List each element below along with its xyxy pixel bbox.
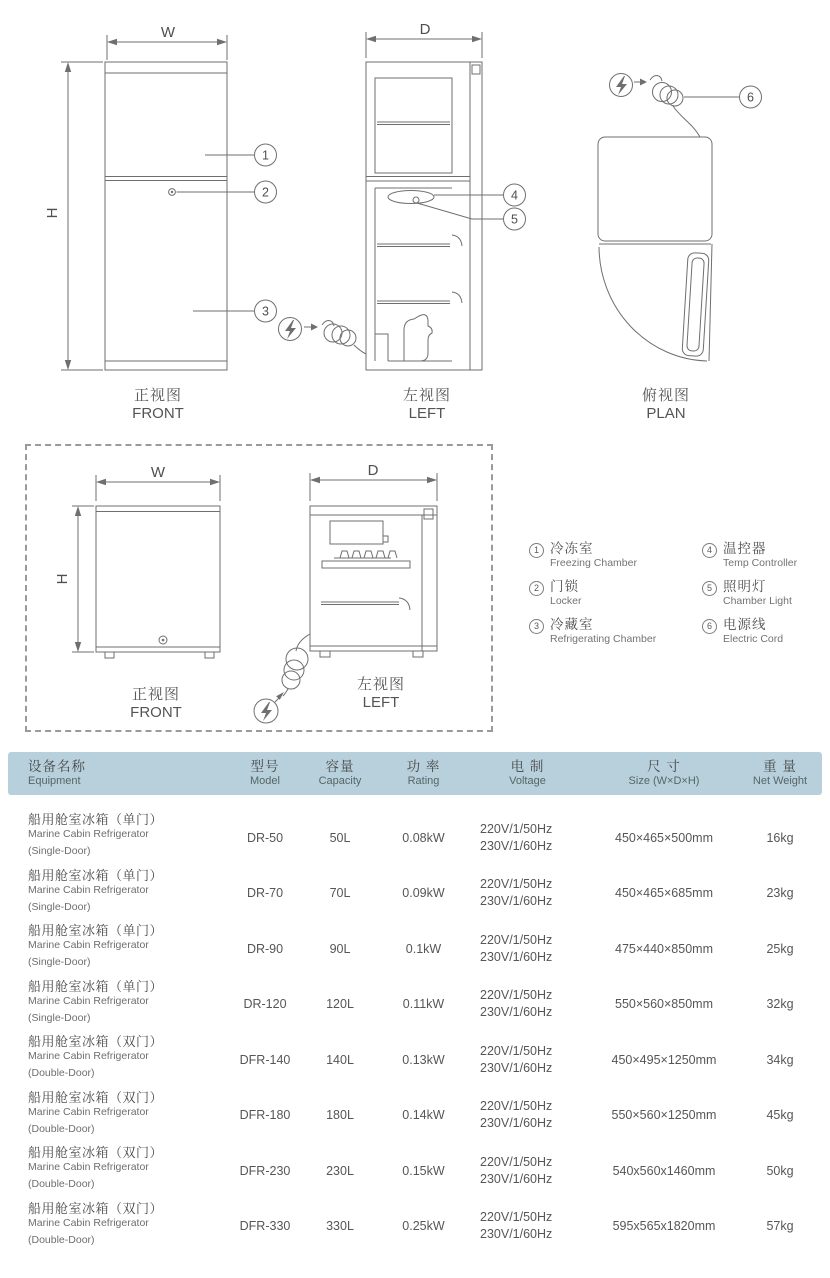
legend-label-cn: 温控器 — [723, 541, 767, 556]
table-row — [8, 1143, 822, 1198]
cell-size: 550×560×850mm — [615, 997, 713, 1011]
cell-equipment — [8, 1143, 232, 1190]
left-view — [366, 32, 482, 370]
plan-view — [598, 74, 762, 362]
cell-size: 450×465×500mm — [615, 830, 713, 845]
cell-equipment — [8, 866, 232, 913]
cell-weight: 50kg — [766, 1163, 794, 1178]
double-door-views-drawing — [0, 0, 830, 438]
spec-table — [0, 752, 830, 1254]
voltage-line-2: 230V/1/60Hz — [480, 894, 553, 908]
power-cord-coil — [322, 321, 366, 354]
legend-label-en: Electric Cord — [723, 633, 784, 645]
legend-item — [702, 579, 829, 617]
table-row — [8, 810, 822, 865]
voltage-line-1: 220V/1/50Hz — [480, 821, 553, 836]
power-cord-coil — [282, 634, 310, 696]
cell-capacity: 90L — [329, 941, 351, 956]
equipment-door-type: (Double-Door) — [28, 1178, 95, 1190]
cell-size: 450×465×685mm — [615, 886, 713, 900]
voltage-line-1: 220V/1/50Hz — [480, 988, 553, 1002]
equipment-name-en: Marine Cabin Refrigerator — [28, 828, 149, 840]
cell-capacity: 70L — [329, 886, 351, 900]
cell-capacity: 180L — [326, 1108, 354, 1122]
cell-rating: 0.25kW — [402, 1219, 445, 1233]
equipment-name-cn: 船用舱室冰箱（双门） — [28, 1034, 164, 1049]
cell-equipment — [8, 810, 232, 857]
cell-size: 550×560×1250mm — [611, 1108, 717, 1122]
power-plug-icon — [254, 692, 284, 723]
legend-number-badge: 4 — [702, 543, 717, 558]
voltage-line-2: 230V/1/60Hz — [480, 1171, 553, 1186]
voltage-line-1: 220V/1/50Hz — [480, 1099, 553, 1113]
col-header-voltage: 电 制 Voltage — [509, 759, 546, 787]
legend-number-badge: 1 — [529, 543, 544, 558]
table-row — [8, 866, 822, 921]
legend-label-en: Chamber Light — [723, 595, 792, 607]
cell-voltage — [465, 876, 590, 910]
voltage-line-2: 230V/1/60Hz — [480, 1005, 553, 1019]
cell-weight: 32kg — [766, 997, 794, 1011]
cell-voltage — [465, 1098, 590, 1132]
front-view — [72, 475, 220, 658]
table-header — [8, 752, 822, 795]
cell-model: DFR-180 — [239, 1108, 291, 1122]
cell-weight: 25kg — [766, 941, 794, 956]
cell-voltage — [465, 821, 590, 855]
cell-weight: 16kg — [766, 830, 794, 845]
voltage-line-1: 220V/1/50Hz — [480, 1043, 553, 1058]
cell-rating: 0.1kW — [405, 941, 442, 956]
cell-rating: 0.15kW — [402, 1163, 445, 1178]
callout-2: 2 — [262, 185, 269, 200]
cell-voltage — [465, 1154, 590, 1188]
cell-voltage — [465, 1043, 590, 1077]
cell-weight: 45kg — [766, 1108, 794, 1122]
dim-depth-label: D — [367, 462, 379, 479]
legend-label-en: Freezing Chamber — [550, 557, 637, 569]
chamber-light — [413, 197, 419, 203]
legend-item — [529, 617, 702, 655]
dim-width-label: W — [150, 464, 166, 481]
plan-view-label: 俯视图 PLAN — [641, 387, 690, 422]
table-row — [8, 1199, 822, 1254]
cell-rating: 0.13kW — [402, 1052, 445, 1067]
equipment-name-cn: 船用舱室冰箱（单门） — [28, 978, 164, 994]
legend-item — [702, 617, 829, 655]
callout-1: 1 — [262, 148, 269, 163]
legend-label-en: Temp Controller — [723, 557, 798, 569]
cell-model: DR-70 — [246, 886, 284, 900]
legend-label-en: Locker — [550, 595, 582, 607]
equipment-door-type: (Single-Door) — [28, 1011, 91, 1024]
cell-size: 450×495×1250mm — [611, 1052, 717, 1067]
voltage-line-2: 230V/1/60Hz — [480, 1227, 553, 1241]
voltage-line-1: 220V/1/50Hz — [480, 877, 553, 891]
legend-number-badge: 2 — [529, 581, 544, 596]
parts-legend — [529, 541, 829, 655]
col-header-size: 尺 寸 Size (W×D×H) — [628, 759, 700, 787]
table-row — [8, 1088, 822, 1143]
voltage-line-1: 220V/1/50Hz — [480, 932, 553, 947]
voltage-line-2: 230V/1/60Hz — [480, 1060, 553, 1075]
col-header-model: 型号 Model — [250, 759, 280, 787]
power-plug-icon — [610, 74, 633, 97]
left-view — [310, 473, 437, 657]
table-row — [8, 921, 822, 976]
cell-rating: 0.09kW — [402, 886, 445, 900]
equipment-name-en: Marine Cabin Refrigerator — [28, 994, 149, 1007]
col-header-capacity: 容量 Capacity — [318, 759, 362, 787]
open-door — [682, 252, 709, 356]
ice-tray — [340, 551, 397, 558]
callout-6: 6 — [747, 90, 754, 105]
table-body — [8, 810, 822, 1254]
dim-height-label: H — [54, 573, 71, 585]
voltage-line-2: 230V/1/60Hz — [480, 949, 553, 964]
legend-number-badge: 5 — [702, 581, 717, 596]
cell-model: DFR-140 — [239, 1052, 291, 1067]
callout-3: 3 — [262, 304, 269, 319]
cell-model: DR-90 — [246, 941, 284, 956]
equipment-name-en: Marine Cabin Refrigerator — [28, 1161, 149, 1173]
legend-label-en: Refrigerating Chamber — [550, 633, 657, 645]
cell-voltage — [465, 1209, 590, 1243]
equipment-name-en: Marine Cabin Refrigerator — [28, 1050, 149, 1062]
legend-label-cn: 冷冻室 — [550, 541, 594, 556]
compressor — [404, 315, 432, 361]
cell-size: 595x565x1820mm — [612, 1219, 716, 1233]
equipment-name-cn: 船用舱室冰箱（双门） — [28, 1145, 164, 1160]
voltage-line-2: 230V/1/60Hz — [480, 838, 553, 853]
equipment-name-cn: 船用舱室冰箱（单门） — [28, 867, 164, 883]
legend-label-cn: 电源线 — [723, 617, 767, 632]
equipment-name-cn: 船用舱室冰箱（单门） — [28, 812, 164, 827]
freezer-compartment — [330, 521, 383, 544]
equipment-name-cn: 船用舱室冰箱（单门） — [28, 923, 164, 938]
cell-model: DR-120 — [243, 997, 287, 1011]
cell-voltage — [465, 932, 590, 966]
equipment-name-en: Marine Cabin Refrigerator — [28, 939, 149, 951]
equipment-name-cn: 船用舱室冰箱（双门） — [28, 1200, 164, 1216]
cell-weight: 57kg — [766, 1219, 794, 1233]
cell-weight: 34kg — [766, 1052, 794, 1067]
legend-item — [529, 579, 702, 617]
callout-5: 5 — [511, 212, 518, 227]
col-header-equipment: 设备名称 Equipment — [28, 759, 86, 787]
legend-label-cn: 照明灯 — [723, 579, 767, 594]
equipment-name-en: Marine Cabin Refrigerator — [28, 1216, 149, 1229]
col-header-weight: 重 量 Net Weight — [752, 759, 808, 787]
cell-equipment — [8, 1032, 232, 1079]
door-swing-arc — [599, 247, 707, 361]
dim-depth-label: D — [419, 21, 431, 38]
equipment-door-type: (Double-Door) — [28, 1122, 95, 1135]
legend-label-cn: 门锁 — [550, 579, 579, 594]
equipment-door-type: (Double-Door) — [28, 1067, 95, 1079]
front-view-label: 正视图 FRONT — [130, 686, 182, 721]
temp-controller — [388, 191, 434, 204]
cell-capacity: 330L — [326, 1219, 354, 1233]
voltage-line-1: 220V/1/50Hz — [480, 1210, 553, 1224]
power-cord-coil — [653, 83, 684, 107]
dim-width-label: W — [160, 24, 176, 41]
legend-item — [702, 541, 829, 579]
callout-4: 4 — [511, 188, 518, 203]
equipment-name-en: Marine Cabin Refrigerator — [28, 1105, 149, 1118]
cell-equipment — [8, 1199, 232, 1246]
front-view-label: 正视图 FRONT — [132, 387, 184, 422]
cell-rating: 0.11kW — [402, 997, 445, 1011]
voltage-line-2: 230V/1/60Hz — [480, 1116, 553, 1130]
left-view-label: 左视图 LEFT — [356, 676, 405, 711]
equipment-name-cn: 船用舱室冰箱（双门） — [28, 1089, 164, 1105]
dim-height-label: H — [44, 207, 61, 219]
cell-equipment — [8, 977, 232, 1024]
cell-model: DR-50 — [246, 830, 284, 845]
equipment-door-type: (Double-Door) — [28, 1233, 95, 1246]
front-view — [61, 35, 227, 370]
equipment-door-type: (Single-Door) — [28, 956, 91, 968]
cell-model: DFR-330 — [239, 1219, 291, 1233]
cell-size: 540x560x1460mm — [612, 1163, 716, 1178]
cell-rating: 0.08kW — [402, 830, 445, 845]
power-plug-icon — [279, 318, 319, 341]
cell-model: DFR-230 — [239, 1163, 291, 1178]
cell-equipment — [8, 921, 232, 968]
cell-weight: 23kg — [766, 886, 794, 900]
cell-size: 475×440×850mm — [615, 941, 713, 956]
cell-rating: 0.14kW — [402, 1108, 445, 1122]
cell-capacity: 120L — [326, 997, 354, 1011]
equipment-door-type: (Single-Door) — [28, 900, 91, 913]
legend-item — [529, 541, 702, 579]
cell-capacity: 140L — [326, 1052, 354, 1067]
left-view-label: 左视图 LEFT — [402, 387, 451, 422]
voltage-line-1: 220V/1/50Hz — [480, 1154, 553, 1169]
equipment-name-en: Marine Cabin Refrigerator — [28, 883, 149, 896]
table-row — [8, 1032, 822, 1087]
freezer-compartment — [375, 78, 452, 173]
legend-label-cn: 冷藏室 — [550, 617, 594, 632]
legend-number-badge: 6 — [702, 619, 717, 634]
callouts-left — [417, 184, 526, 230]
equipment-door-type: (Single-Door) — [28, 845, 91, 857]
legend-number-badge: 3 — [529, 619, 544, 634]
table-row — [8, 977, 822, 1032]
col-header-rating: 功 率 Rating — [406, 759, 441, 787]
cell-voltage — [465, 987, 590, 1021]
cell-capacity: 50L — [329, 830, 351, 845]
cell-equipment — [8, 1088, 232, 1135]
cell-capacity: 230L — [326, 1163, 354, 1178]
